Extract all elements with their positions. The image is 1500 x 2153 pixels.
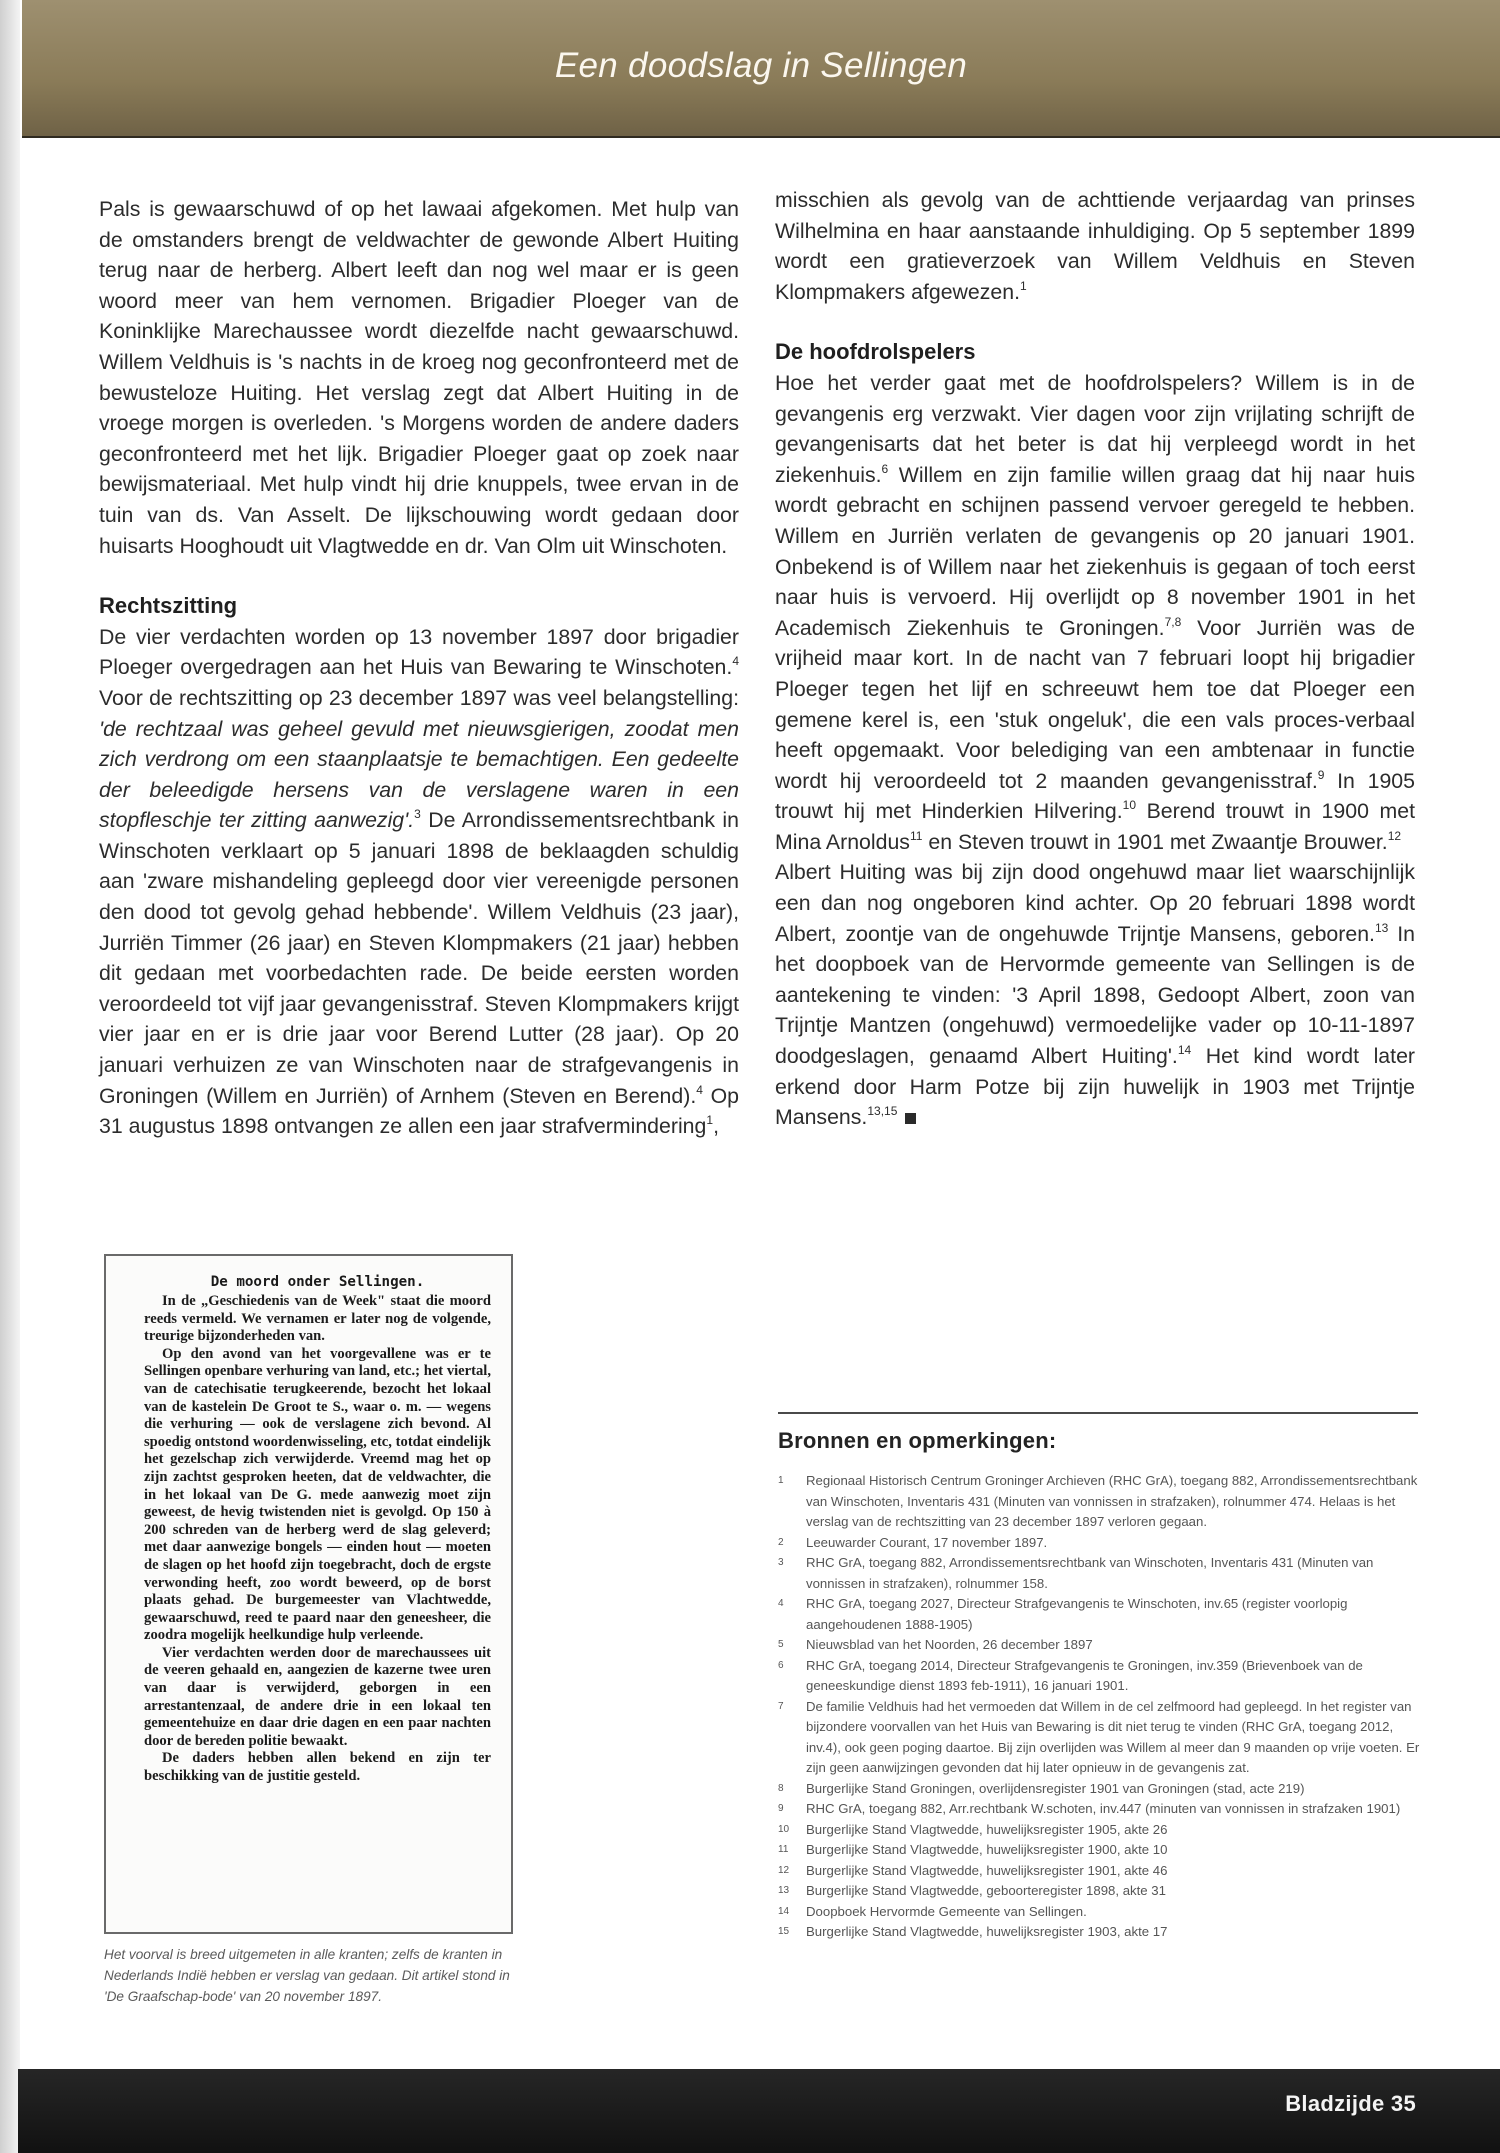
footnote-ref: 6 bbox=[881, 461, 889, 476]
footnote-ref: 12 bbox=[1387, 828, 1402, 843]
clipping-paragraph: Op den avond van het voorgevallene was er te Sellingen openbare verhuring van land, etc.; het viertal, van de catechisatie terugkeerende, bezocht het lokaal van de kastelein De Groot te S., waar o. m. — wegens die verhuring — ook de verslagene zich bevond. Al spoedig ontstond woordenwisseling, etc, totdat eindelijk het gezelschap zich verwijderde. Vreemd mag het op zijn zachtst gesproken heeten, dat de veldwachter, die in het lokaal van De G. mede aanwezig moet zijn geweest, de hevig twistenden niet is gevolgd. Op 150 à 200 schreden van de herberg werd de slag geleverd; met daar aanwezige bongels — einden hout — moeten de slagen op het hoofd zijn toegebracht, doch de ergste verwonding heeft, zoo wordt beweerd, op de borst plaats gehad. De burgemeester van Vlachtwedde, gewaarschuwd, reed te paard naar den geneesheer, die zoodra mogelijk heelkundige hulp verleende. bbox=[144, 1345, 491, 1644]
footnote-ref: 14 bbox=[1177, 1043, 1192, 1058]
footnote-ref: 4 bbox=[696, 1082, 703, 1097]
page-header bbox=[22, 0, 1500, 138]
sources-heading: Bronnen en opmerkingen: bbox=[778, 1428, 1057, 1453]
footnote-ref: 9 bbox=[1317, 767, 1325, 782]
footnote-ref: 1 bbox=[1020, 278, 1027, 293]
footnote: 8 Burgerlijke Stand Groningen, overlijdensregister 1901 van Groningen (stad, acte 219) bbox=[778, 1780, 1305, 1796]
footnote-ref: 10 bbox=[1122, 798, 1137, 813]
left-column bbox=[99, 194, 739, 1142]
newspaper-clipping bbox=[104, 1254, 513, 1934]
footnote-ref: 3 bbox=[414, 807, 421, 822]
footnote-ref: 13 bbox=[1374, 920, 1389, 935]
right-column bbox=[775, 185, 1415, 1133]
page-spine-shadow bbox=[0, 0, 20, 2153]
clipping-caption: Het voorval is breed uitgemeten in alle kranten; zelfs de kranten in Nederlands Indië hebben er verslag van gedaan. Dit artikel stond in 'De Graafschap-bode' van 20 november 1897. bbox=[104, 1947, 510, 2004]
footnote: 12 Burgerlijke Stand Vlagtwedde, huwelijksregister 1901, akte 46 bbox=[778, 1862, 1168, 1878]
paragraph: Albert Huiting was bij zijn dood ongehuwd maar liet waarschijnlijk een dan nog ongeboren kind achter. Op 20 februari 1898 wordt Albert, zoontje van de ongehuwde Trijntje Mansens, geboren.$^{13}$ In het doopboek van de Hervormde gemeente van Sellingen is de aantekening te vinden: '3 April 1898, Gedoopt Albert, zoon van Trijntje Mantzen (ongehuwd) vermoedelijke vader op 10-11-1897 doodgeslagen, genaamd Albert Huiting'.$^{14}$ Het kind wordt later erkend door Harm Potze bij zijn huwelijk in 1903 met Trijntje Mansens.$^{13,15}$ bbox=[775, 860, 1416, 1130]
footnote: 9 RHC GrA, toegang 882, Arr.rechtbank W.schoten, inv.447 (minuten van vonnissen in strafzaken 1901) bbox=[778, 1801, 1401, 1816]
footnote-ref: 13,15 bbox=[867, 1104, 898, 1119]
footnote-ref: 11 bbox=[909, 828, 923, 843]
page-footer bbox=[18, 2069, 1500, 2153]
paragraph: Hoe het verder gaat met de hoofdrolspelers? Willem is in de gevangenis erg verzwakt. Vier dagen voor zijn vrijlating schrijft de gevangenisarts dat het beter is dat hij verpleegd wordt in het ziekenhuis.$^6$ Willem en zijn familie willen graag dat hij naar huis wordt gebracht en schijnen passend vervoer geregeld te hebben. Willem en Jurriën verlaten de gevangenis op 20 januari 1901. Onbekend is of Willem naar het ziekenhuis is gegaan of toch eerst naar huis is vervoerd. Hij overlijdt op 8 november 1901 in het Academisch Ziekenhuis te Groningen.$^{7,8}$ Voor Jurriën was de vrijheid maar kort. In de nacht van 7 februari loopt hij brigadier Ploeger tegen het lijf en schreeuwt hem toe dat Ploeger een gemene kerel is, een 'stuk ongeluk', die een vals proces-verbaal heeft opgemaakt. Voor belediging van een ambtenaar in functie wordt hij veroordeeld tot 2 maanden gevangenisstraf.$^9$ In 1905 trouwt hij met Hinderkien Hilvering.$^{10}$ Berend trouwt in 1900 met Mina Arnoldus$^{11}$ en Steven trouwt in 1901 met Zwaantje Brouwer.$^{12}$ bbox=[775, 370, 1416, 854]
footnote: 6 RHC GrA, toegang 2014, Directeur Strafgevangenis te Groningen, inv.359 (Brievenboek van de geneeskundige dienst 1893 feb-1911), 16 januari 1901. bbox=[778, 1657, 1363, 1693]
footnote: 15 Burgerlijke Stand Vlagtwedde, huwelijksregister 1903, akte 17 bbox=[778, 1924, 1168, 1939]
end-mark-icon bbox=[905, 1113, 916, 1124]
footnote: 1 Regionaal Historisch Centrum Groninger Archieven (RHC GrA), toegang 882, Arrondissementsrechtbank van Winschoten, Inventaris 431 (Minuten van vonnissen in strafzaken), rolnummer 474. Helaas is het verslag van de rechtszitting van 23 december 1897 verloren gegaan. bbox=[778, 1473, 1418, 1529]
clipping-title: De moord onder Sellingen. bbox=[210, 1274, 425, 1290]
footnotes-list bbox=[778, 1471, 1420, 1943]
paragraph: De vier verdachten worden op 13 november 1897 door brigadier Ploeger overgedragen aan het Huis van Bewaring te Winschoten.$^4$ Voor de rechtszitting op 23 december 1897 was veel belangstelling: 'de rechtzaal was geheel gevuld met nieuwsgierigen, zoodat men zich verdrong om een staanplaatsje te bemachtigen. Een gedeelte der beleedigde hersens van de verslagene waren in een stopfleschje ter zitting aanwezig'.$^3$ De Arrondissementsrechtbank in Winschoten verklaart op 5 januari 1898 de beklaagden schuldig aan 'zware mishandeling gepleegd door vier vereenigde personen den dood tot gevolg gehad hebbende'. Willem Veldhuis (23 jaar), Jurriën Timmer (26 jaar) en Steven Klompmakers (21 jaar) hebben dit gedaan met voorbedachten rade. De beide eersten worden veroordeeld tot vijf jaar gevangenisstraf. Steven Klompmakers krijgt vier jaar en er is drie jaar voor Berend Lutter (28 jaar). Op 20 januari verhuizen ze van Winschoten naar de strafgevangenis in Groningen (Willem en Jurriën) of Arnhem (Steven en Berend).$^4$ Op 31 augustus 1898 ontvangen ze allen een jaar strafvermindering$^1$, bbox=[99, 624, 740, 1139]
footnote: 2 Leeuwarder Courant, 17 november 1897. bbox=[778, 1534, 1048, 1550]
footnote: 14 Doopboek Hervormde Gemeente van Sellingen. bbox=[778, 1903, 1087, 1919]
footnote: 5 Nieuwsblad van het Noorden, 26 december 1897 bbox=[778, 1637, 1093, 1652]
section-heading-hoofdrolspelers: De hoofdrolspelers bbox=[775, 339, 976, 365]
paragraph: misschien als gevolg van de achttiende verjaardag van prinses Wilhelmina en haar aanstaande inhuldiging. Op 5 september 1899 wordt een gratieverzoek van Willem Veldhuis en Steven Klompmakers afgewezen.$^1$ bbox=[775, 188, 1415, 304]
paragraph: Pals is gewaarschuwd of op het lawaai afgekomen. Met hulp van de omstanders brengt de veldwachter de gewonde Albert Huiting terug naar de herberg. Albert leeft dan nog wel maar er is geen woord meer van hem vernomen. Brigadier Ploeger van de Koninklijke Marechaussee wordt diezelfde nacht gewaarschuwd. Willem Veldhuis is 's nachts in de kroeg nog geconfronteerd met de bewusteloze Huiting. Het verslag zegt dat Albert Huiting in de vroege morgen is overleden. 's Morgens worden de andere daders geconfronteerd met het lijk. Brigadier Ploeger gaat op zoek naar bewijsmateriaal. Met hulp vindt hij drie knuppels, twee ervan in de tuin van ds. Van Asselt. De lijkschouwing wordt gedaan door huisarts Hooghoudt uit Vlagtwedde en dr. Van Olm uit Winschoten. bbox=[99, 197, 739, 558]
footnote-ref: 7,8 bbox=[1164, 614, 1182, 629]
footnote: 11 Burgerlijke Stand Vlagtwedde, huwelijksregister 1900, akte 10 bbox=[778, 1842, 1168, 1857]
footnote: 7 De familie Veldhuis had het vermoeden dat Willem in de cel zelfmoord had gepleegd. In het register van bijzondere voorvallen van het Huis van Bewaring is dit niet terug te vinden (RHC GrA, toegang 2012, inv.4), ook geen poging daartoe. Bij zijn overlijden was Willem al meer dan 9 maanden op vrije voeten. Er zijn geen aanwijzingen gevonden dat hij later opnieuw in de gevangenis zat. bbox=[778, 1698, 1420, 1775]
footnote: 10 Burgerlijke Stand Vlagtwedde, huwelijksregister 1905, akte 26 bbox=[778, 1821, 1168, 1837]
footnote-ref: 1 bbox=[706, 1113, 714, 1128]
clipping-body bbox=[144, 1293, 491, 1786]
footnote: 13 Burgerlijke Stand Vlagtwedde, geboorteregister 1898, akte 31 bbox=[778, 1883, 1166, 1898]
page-title: Een doodslag in Sellingen bbox=[554, 46, 968, 85]
page-number: Bladzijde 35 bbox=[1285, 2091, 1416, 2116]
section-heading-rechtszitting: Rechtszitting bbox=[99, 593, 238, 619]
clipping-paragraph: Vier verdachten werden door de marechaussees uit de veeren gehaald en, aangezien de kazerne twee uren van daar is verwijderd, geborgen in een arrestantenzaal, de andere drie in een lokaal ten gemeentehuize en daar drie dagen en een paar nachten door de bereden politie bewaakt. bbox=[144, 1644, 491, 1749]
clipping-paragraph: De daders hebben allen bekend en zijn ter beschikking van de justitie gesteld. bbox=[144, 1750, 491, 1785]
footnote: 4 RHC GrA, toegang 2027, Directeur Strafgevangenis te Winschoten, inv.65 (register voorlopig aangehoudenen 1888-1905) bbox=[778, 1596, 1348, 1632]
footnote-ref: 4 bbox=[732, 654, 739, 669]
clipping-paragraph: In de „Geschiedenis van de Week" staat die moord reeds vermeld. We vernamen er later nog de volgende, treurige bijzonderheden van. bbox=[144, 1293, 491, 1345]
sources-divider bbox=[778, 1412, 1418, 1414]
footnote: 3 RHC GrA, toegang 882, Arrondissementsrechtbank van Winschoten, Inventaris 431 (Minuten van vonnissen in strafzaken), rolnummer 158. bbox=[778, 1555, 1374, 1591]
